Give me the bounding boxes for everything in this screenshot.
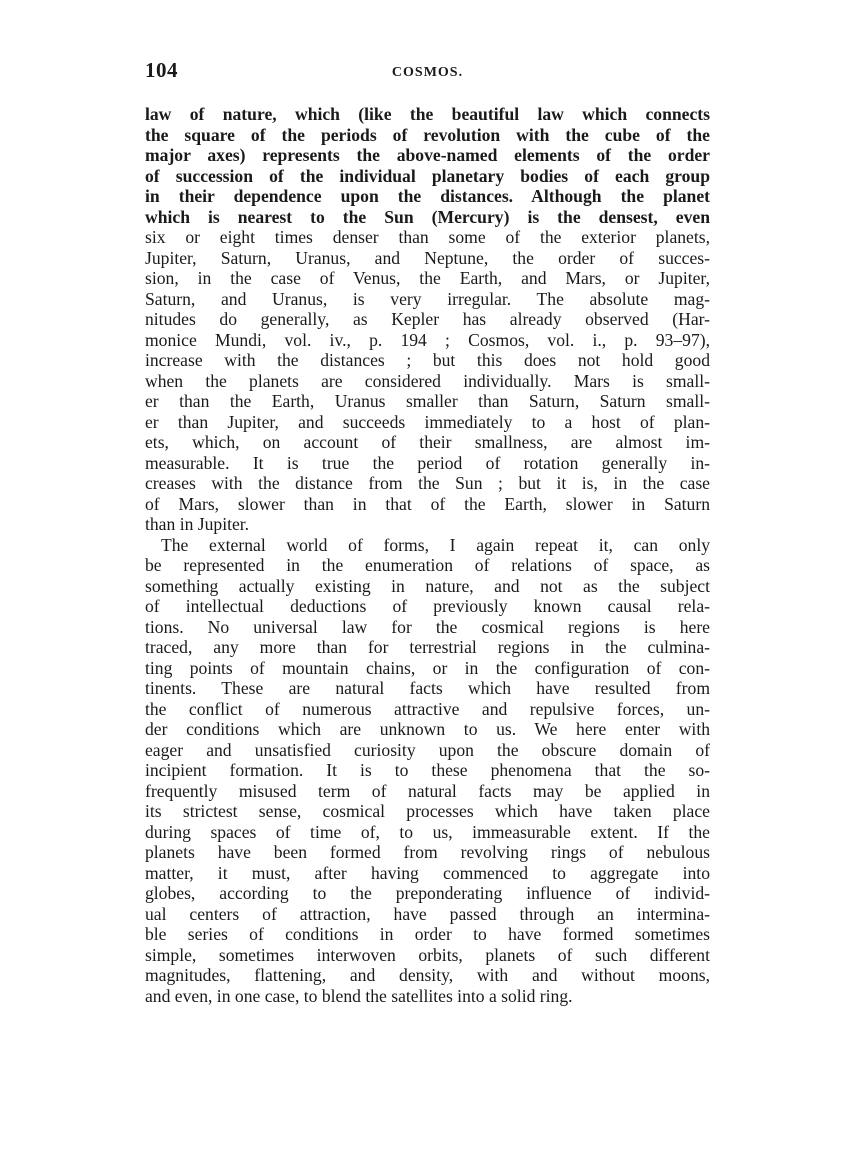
text-line: ets, which, on account of their smallness, are almost im- <box>145 432 710 452</box>
text-line: measurable. It is true the period of rotation generally in- <box>145 452 710 473</box>
text-line: er than the Earth, Uranus smaller than Saturn, Saturn small- <box>145 391 710 411</box>
text-line: during spaces of time of, to us, immeasurable extent. If the <box>145 821 710 842</box>
text-line: the square of the periods of revolution with the cube of the <box>145 124 710 145</box>
page-header <box>145 58 710 92</box>
text-line: the conflict of numerous attractive and repulsive forces, un- <box>145 698 710 719</box>
text-line: increase with the distances ; but this does not hold good <box>145 350 710 370</box>
text-line: ting points of mountain chains, or in the configuration of con- <box>145 657 710 678</box>
text-line: creases with the distance from the Sun ; but it is, in the case <box>145 473 710 493</box>
text-line: when the planets are considered individually. Mars is small- <box>145 370 710 391</box>
text-line: tinents. These are natural facts which have resulted from <box>145 678 710 698</box>
text-line: ble series of conditions in order to have formed sometimes <box>145 924 710 944</box>
page-number: 104 <box>145 58 178 82</box>
text-line: sion, in the case of Venus, the Earth, and Mars, or Jupiter, <box>145 268 710 288</box>
text-line: major axes) represents the above-named elements of the order <box>145 145 710 165</box>
text-line: frequently misused term of natural facts may be applied in <box>145 780 710 801</box>
text-line: incipient formation. It is to these phenomena that the so- <box>145 760 710 780</box>
text-line: er than Jupiter, and succeeds immediately to a host of plan- <box>145 411 710 432</box>
text-line: matter, it must, after having commenced to aggregate into <box>145 862 710 883</box>
text-line: monice Mundi, vol. iv., p. 194 ; Cosmos, vol. i., p. 93–97), <box>145 329 710 350</box>
text-line: ual centers of attraction, have passed through an intermina- <box>145 903 710 924</box>
text-line: magnitudes, flattening, and density, with and without moons, <box>145 965 710 985</box>
text-line: simple, sometimes interwoven orbits, planets of such different <box>145 944 710 965</box>
text-line: globes, according to the preponderating influence of individ- <box>145 883 710 903</box>
text-line: Jupiter, Saturn, Uranus, and Neptune, the order of succes- <box>145 247 710 268</box>
text-line: its strictest sense, cosmical processes which have taken place <box>145 801 710 821</box>
text-line: of Mars, slower than in that of the Earth, slower in Saturn <box>145 493 710 514</box>
text-line: in their dependence upon the distances. Although the planet <box>145 186 710 206</box>
text-line: of succession of the individual planetary bodies of each group <box>145 165 710 186</box>
text-line: which is nearest to the Sun (Mercury) is the densest, even <box>145 206 710 227</box>
text-line: The external world of forms, I again repeat it, can only <box>161 534 710 555</box>
text-line: der conditions which are unknown to us. We here enter with <box>145 719 710 739</box>
text-line: than in Jupiter. <box>145 514 250 534</box>
text-line: nitudes do generally, as Kepler has already observed (Har- <box>145 309 710 329</box>
paragraph-1 <box>145 104 710 535</box>
text-line: of intellectual deductions of previously known causal rela- <box>145 596 710 616</box>
text-line: planets have been formed from revolving rings of nebulous <box>145 842 710 862</box>
text-line: Saturn, and Uranus, is very irregular. The absolute mag- <box>145 288 710 309</box>
text-line: eager and unsatisfied curiosity upon the obscure domain of <box>145 739 710 760</box>
book-page <box>145 58 710 1006</box>
text-line: tions. No universal law for the cosmical regions is here <box>145 616 710 637</box>
text-line: six or eight times denser than some of the exterior planets, <box>145 227 710 247</box>
paragraph-2 <box>145 535 710 1007</box>
text-line: traced, any more than for terrestrial regions in the culmina- <box>145 637 710 657</box>
text-line: something actually existing in nature, and not as the subject <box>145 575 710 596</box>
body-text <box>145 104 710 1006</box>
text-line: and even, in one case, to blend the satellites into a solid ring. <box>145 985 573 1006</box>
running-title: COSMOS. <box>391 65 464 80</box>
text-line: be represented in the enumeration of relations of space, as <box>145 555 710 575</box>
text-line: law of nature, which (like the beautiful law which connects <box>145 104 710 124</box>
